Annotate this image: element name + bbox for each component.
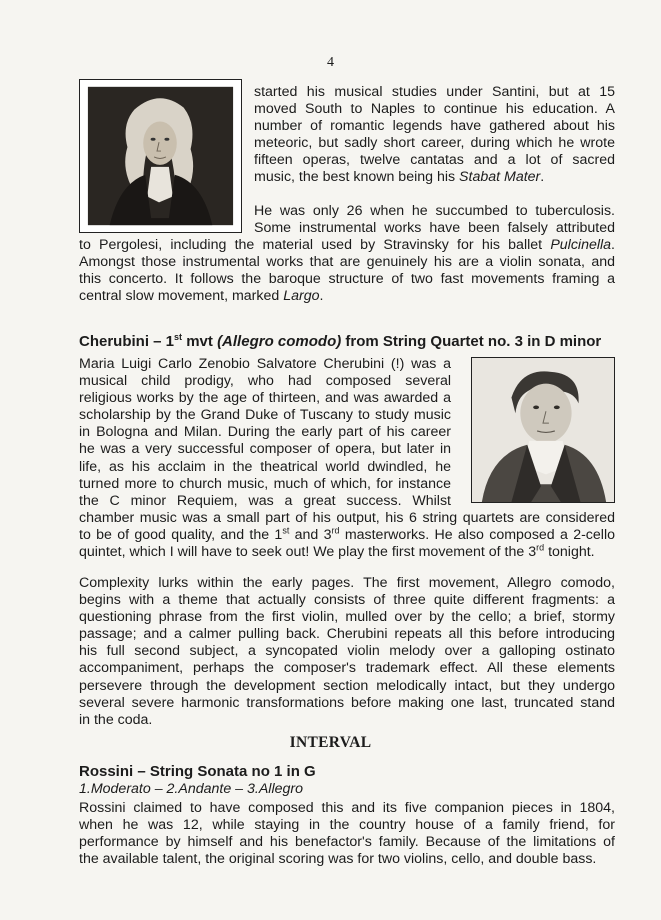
tempo-marking: Largo (283, 288, 320, 305)
text-line: passage; and a calmer pulling back. Cherubini repeats all this before introducing (79, 626, 615, 643)
text-line: accompaniment, perhaps the composer's trademark effect. All these elements (79, 660, 615, 677)
text-line: the available talent, the original scoring was for two violins, cello, and double bass. (79, 851, 597, 868)
cherubini-paragraph-1 (79, 356, 615, 561)
text-line: meteoric, but sadly short career, during which he wrote (254, 135, 615, 152)
text-line: Complexity lurks within the early pages. The first movement, Allegro comodo, (79, 575, 615, 591)
text-fragment: to be of good quality, and the 1 (79, 526, 283, 543)
superscript: rd (536, 542, 545, 553)
pergolesi-paragraph-2 (79, 203, 615, 306)
text-line: this concerto. It follows the baroque structure of two fast movements framing a (79, 271, 615, 288)
text-line: Rossini claimed to have composed this and its five companion pieces in 1804, (79, 800, 615, 816)
text-line: turned more to church music, much of which, for instance (79, 475, 451, 492)
text-line: fifteen operas, twelve cantatas and a lot of sacred (254, 152, 615, 169)
text-line (254, 169, 615, 186)
text-line: several severe harmonic transformations before making one last, truncated stand (79, 694, 615, 711)
text-line: when he was 12, while staying in the country house of a family friend, for (79, 817, 615, 834)
work-title: Pulcinella (550, 237, 612, 254)
text-line: moved South to Naples to continue his education. A (254, 101, 615, 118)
text-line: religious works by the age of thirteen, and was awarded a (79, 390, 451, 407)
text-line: his full second subject, a syncopated violin melody over a galloping ostinato (79, 643, 615, 660)
text-fragment: central slow movement, marked (79, 288, 284, 305)
text-fragment: tonight. (544, 544, 595, 561)
text-line: He was only 26 when he succumbed to tuberculosis. (254, 203, 615, 219)
text-line: performance by himself and his benefactor's family. Because of the limitations of (79, 834, 615, 851)
text-line: the C minor Requiem, was a great success. Whilst (79, 492, 451, 509)
text-fragment: . (319, 288, 324, 305)
text-line: Amongst those instrumental works that are genuinely his are a violin sonata, and (79, 254, 615, 271)
tempo-marking: (Allegro comodo) (217, 333, 342, 350)
text-line: in Bologna and Milan. During the early part of his career (79, 424, 451, 441)
heading-text: from String Quartet no. 3 in D minor (341, 333, 602, 350)
page-number: 4 (327, 55, 334, 70)
text-line: persevere through the development section melodically intact, but they undergo (79, 677, 615, 694)
cherubini-heading (79, 333, 601, 350)
text-fragment: to Pergolesi, including the material used by Stravinsky for his ballet (79, 237, 551, 254)
heading-text: Cherubini – 1 (79, 333, 175, 350)
rossini-movements: 1.Moderato – 2.Andante – 3.Allegro (79, 781, 304, 797)
superscript: st (282, 525, 290, 536)
text-line (79, 544, 615, 561)
text-line: started his musical studies under Santini, but at 15 (254, 84, 615, 100)
text-line (79, 527, 615, 544)
superscript: st (174, 332, 183, 342)
text-fragment: quintet, which I will have to seek out! We play the first movement of the 3 (79, 544, 537, 561)
superscript: rd (331, 525, 340, 536)
interval-heading: INTERVAL (289, 734, 372, 751)
text-line: he was a very successful composer of opera, but later in (79, 441, 451, 458)
text-line: musical child prodigy, who had composed several (79, 373, 451, 390)
text-fragment: . (540, 169, 545, 186)
text-line: number of romantic legends have gathered about his (254, 118, 615, 135)
text-fragment: music, the best known being his (254, 169, 460, 186)
cherubini-paragraph-2 (79, 575, 615, 729)
text-line: begins with a theme that actually consists of three quite different fragments: a (79, 592, 615, 609)
heading-text: mvt (182, 333, 218, 350)
text-fragment: . (611, 237, 615, 254)
pergolesi-paragraph-1 (254, 84, 615, 187)
text-fragment: and 3 (289, 526, 332, 543)
work-title: Stabat Mater (459, 169, 541, 186)
text-line (79, 288, 615, 305)
rossini-paragraph (79, 800, 615, 868)
text-fragment: masterworks. He also composed a 2-cello (339, 526, 615, 543)
text-line: in the coda. (79, 711, 153, 728)
text-line: Maria Luigi Carlo Zenobio Salvatore Cherubini (!) was a (79, 356, 451, 372)
text-line: scholarship by the Grand Duke of Tuscany to study music (79, 407, 451, 424)
text-line: Some instrumental works have been falsely attributed (254, 220, 615, 237)
rossini-heading: Rossini – String Sonata no 1 in G (79, 763, 316, 780)
text-line: chamber music was a small part of his output, his 6 string quartets are considered (79, 509, 615, 526)
text-line: questioning phrase from the first violin, mulled over by the cello; a brief, stormy (79, 609, 615, 626)
text-line (79, 237, 615, 254)
text-line: life, as his acclaim in the theatrical world dwindled, he (79, 458, 451, 475)
